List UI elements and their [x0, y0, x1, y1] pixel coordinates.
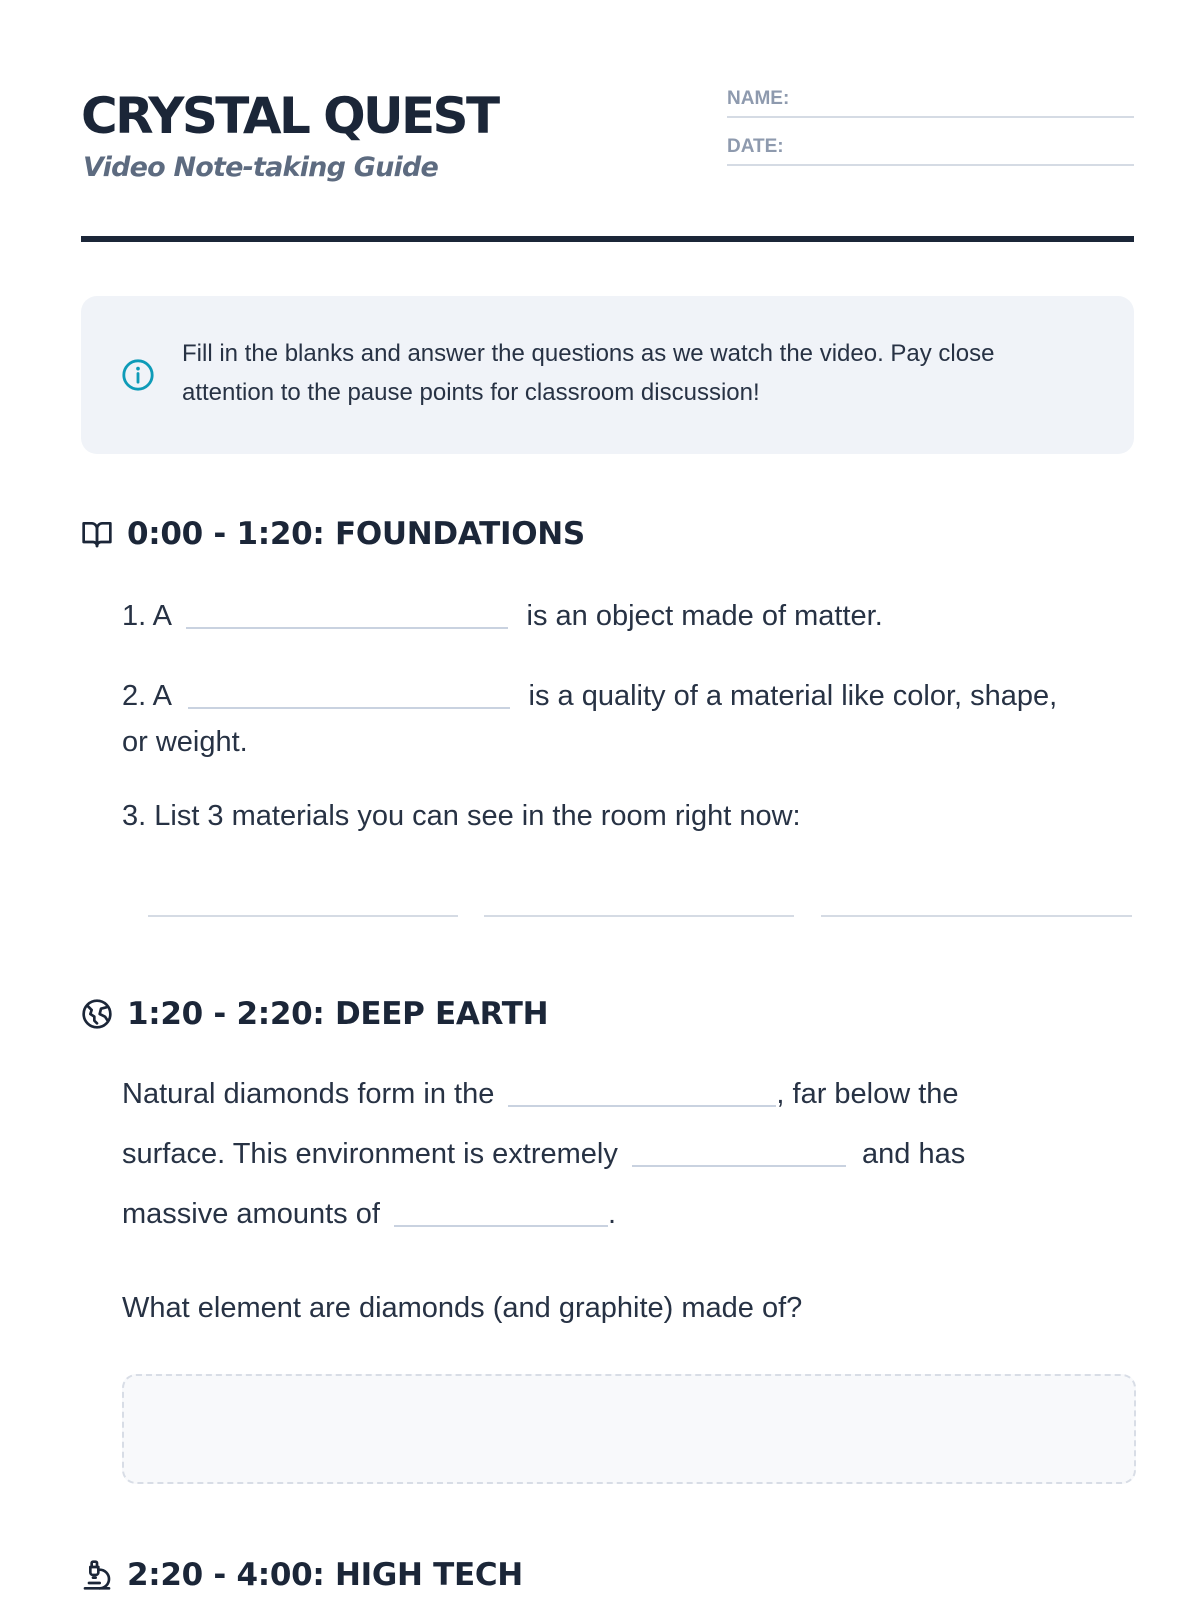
question-element: What element are diamonds (and graphite) made of? — [122, 1292, 803, 1324]
date-field[interactable] — [727, 134, 1134, 166]
blank-input[interactable] — [188, 707, 510, 709]
paragraph-line-1: Natural diamonds form in the , far below the — [122, 1078, 959, 1110]
header-divider — [81, 236, 1134, 242]
page-title: CRYSTAL QUEST — [81, 87, 498, 145]
section-foundations-heading — [81, 514, 585, 554]
question-2: 2. A is a quality of a material like color, shape, — [122, 680, 1058, 712]
question-2-continued: or weight. — [122, 726, 248, 758]
blank-input[interactable] — [508, 1105, 776, 1107]
book-icon — [81, 518, 113, 550]
name-field[interactable] — [727, 86, 1134, 118]
info-icon — [121, 358, 155, 392]
section-heading-text: 0:00 - 1:20: FOUNDATIONS — [127, 516, 585, 552]
answer-box[interactable] — [122, 1374, 1136, 1484]
answer-line[interactable] — [148, 915, 458, 917]
blank-input[interactable] — [394, 1225, 608, 1227]
page-subtitle: Video Note-taking Guide — [83, 152, 438, 183]
microscope-icon — [81, 1559, 113, 1591]
paragraph-line-3: massive amounts of . — [122, 1198, 617, 1230]
name-label: NAME: — [727, 88, 790, 109]
worksheet-page — [81, 0, 1134, 1600]
question-1: 1. A is an object made of matter. — [122, 600, 883, 632]
instructions-box — [81, 296, 1134, 454]
blank-input[interactable] — [632, 1165, 846, 1167]
answer-line[interactable] — [484, 915, 794, 917]
section-heading-text: 2:20 - 4:00: HIGH TECH — [127, 1557, 523, 1593]
answer-line[interactable] — [821, 915, 1132, 917]
blank-input[interactable] — [186, 627, 508, 629]
paragraph-line-2: surface. This environment is extremely and has — [122, 1138, 966, 1170]
instructions-text: Fill in the blanks and answer the questions as we watch the video. Pay close attention to the pause points for classroom discussion! — [182, 340, 995, 406]
section-deep-earth-heading — [81, 994, 548, 1034]
question-3: 3. List 3 materials you can see in the room right now: — [122, 800, 801, 832]
globe-icon — [81, 998, 113, 1030]
date-label: DATE: — [727, 136, 784, 157]
section-heading-text: 1:20 - 2:20: DEEP EARTH — [127, 996, 549, 1032]
section-high-tech-heading — [81, 1555, 523, 1595]
